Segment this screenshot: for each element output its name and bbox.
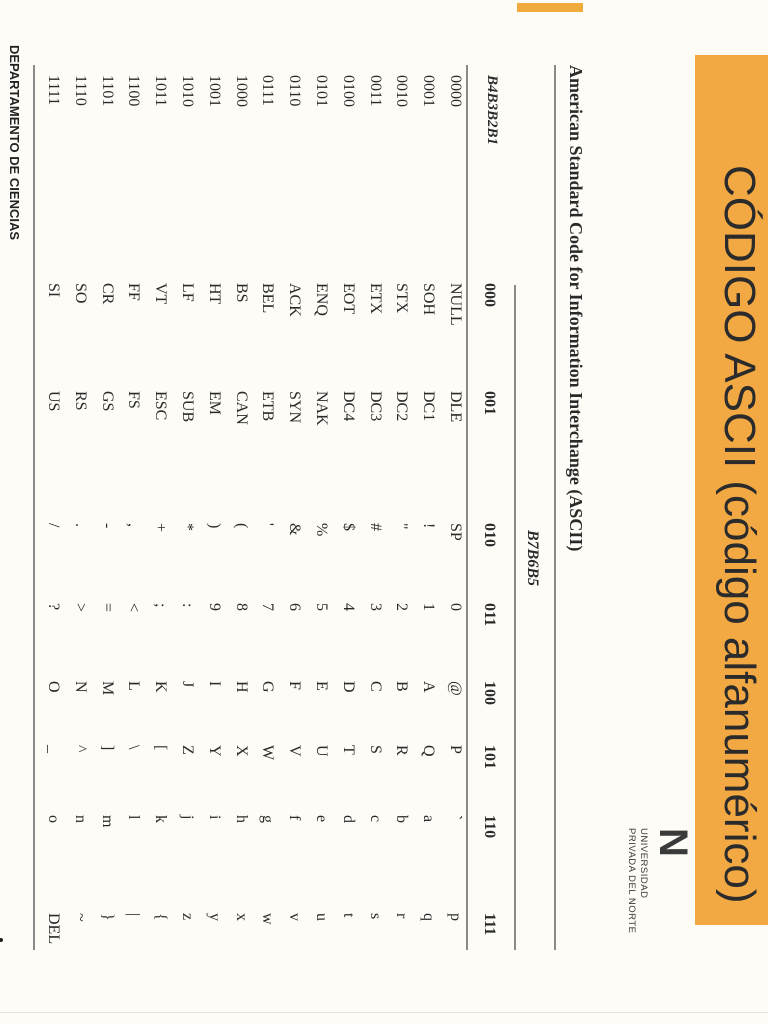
table-cell: N (71, 681, 89, 693)
table-cell: ] (98, 745, 116, 751)
table-cell: STX (393, 283, 411, 314)
table-cell: ESC (152, 391, 170, 421)
logo-text (625, 828, 649, 933)
table-cell: u (313, 913, 330, 921)
bullet-mark (0, 938, 3, 942)
table-cell: { (152, 913, 170, 921)
table-cell: RS (71, 391, 89, 411)
table-cell: G (259, 681, 277, 693)
table-cell: " (393, 523, 411, 530)
table-cell: < (125, 603, 143, 613)
table-cell: R (393, 745, 411, 756)
table-cell: m (98, 815, 116, 828)
table-cell: SYN (286, 391, 304, 424)
column-header: 011 (481, 603, 498, 627)
table-cell: q (420, 913, 438, 921)
row-code: 0111 (259, 75, 277, 106)
column-group-label: B7B6B5 (524, 530, 541, 587)
table-cell: LF (179, 283, 196, 302)
table-cell: A (420, 681, 438, 693)
table-cell: O (45, 681, 62, 693)
table-cell: . (71, 523, 89, 527)
table-cell: 4 (339, 603, 357, 611)
table-cell: g (259, 815, 277, 823)
table-cell: FS (125, 391, 143, 409)
table-cell: c (366, 815, 384, 823)
top-rule (555, 65, 557, 950)
table-cell: SP (447, 523, 464, 541)
table-cell: D (339, 681, 357, 693)
table-cell: s (366, 913, 384, 920)
table-cell: o (45, 815, 62, 823)
table-cell: M (98, 681, 116, 696)
table-cell: L (125, 681, 143, 691)
table-cell: NULL (447, 283, 464, 326)
table-cell: EM (205, 391, 223, 415)
table-cell: DLE (447, 391, 464, 423)
table-cell: SO (71, 283, 89, 304)
table-cell: ETB (259, 391, 277, 422)
header-rule (467, 65, 469, 950)
table-cell: P (447, 745, 464, 754)
table-cell: k (152, 815, 170, 823)
table-cell: r (393, 913, 411, 919)
table-cell: BS (232, 283, 250, 303)
table-cell: C (366, 681, 384, 692)
table-cell: j (179, 815, 196, 820)
table-cell: $ (339, 523, 357, 531)
table-cell: I (205, 681, 223, 687)
table-cell: HT (205, 283, 223, 305)
table-cell: US (45, 391, 62, 412)
table-cell: d (339, 815, 357, 823)
table-cell: } (98, 913, 116, 921)
row-group-label: B4B3B2B1 (484, 75, 500, 146)
table-cell: a (420, 815, 438, 823)
table-cell: 2 (393, 603, 411, 611)
top-accent-strip (517, 3, 583, 12)
table-cell: Y (205, 745, 223, 757)
table-cell: v (286, 913, 304, 921)
table-cell: 7 (259, 603, 277, 611)
table-cell: ^ (71, 745, 89, 753)
table-cell: ACK (286, 283, 304, 317)
table-cell: 5 (313, 603, 330, 611)
university-logo (593, 828, 693, 978)
column-header: 111 (481, 913, 498, 936)
table-cell: W (259, 745, 277, 761)
department-footer: DEPARTAMENTO DE CIENCIAS (7, 45, 22, 241)
table-cell: z (179, 913, 196, 921)
table-cell: F (286, 681, 304, 690)
row-code: 1111 (45, 75, 62, 106)
table-cell: DC2 (393, 391, 411, 422)
table-cell: ? (45, 603, 62, 611)
table-cell: ~ (71, 913, 89, 922)
bottom-rule (34, 65, 36, 950)
title-banner (695, 55, 768, 925)
table-cell: ENQ (313, 283, 330, 316)
table-cell: # (366, 523, 384, 531)
table-cell: VT (152, 283, 170, 305)
table-cell: i (205, 815, 223, 820)
table-cell: _ (45, 745, 62, 753)
table-cell: 9 (205, 603, 223, 611)
bottom-edge-line (0, 1012, 768, 1013)
table-cell: H (232, 681, 250, 693)
rotated-sheet (0, 45, 768, 975)
logo-mark: N (651, 828, 695, 857)
column-header: 010 (481, 523, 498, 547)
table-cell: ETX (366, 283, 384, 315)
table-cell: + (152, 523, 170, 533)
row-code: 0110 (286, 75, 304, 107)
table-cell: V (286, 745, 304, 757)
table-cell: % (313, 523, 330, 537)
table-cell: DEL (45, 913, 62, 945)
table-cell: BEL (259, 283, 277, 314)
table-cell: DC4 (339, 391, 357, 422)
table-cell: > (71, 603, 89, 613)
table-cell: f (286, 815, 304, 821)
table-cell: EOT (339, 283, 357, 315)
table-cell: / (45, 523, 62, 528)
table-cell: 8 (232, 603, 250, 611)
document-subtitle: American Standard Code for Information Interchange (ASCII) (566, 65, 586, 552)
table-cell: ( (232, 523, 250, 529)
table-cell: b (393, 815, 411, 823)
table-cell: = (98, 603, 116, 613)
table-cell: DC1 (420, 391, 438, 422)
row-code: 1010 (179, 75, 196, 107)
table-cell: \ (125, 745, 143, 750)
table-cell: y (205, 913, 223, 921)
table-cell: ; (152, 603, 170, 608)
table-cell: w (259, 913, 277, 925)
table-cell: | (125, 913, 143, 917)
table-cell: e (313, 815, 330, 823)
row-code: 1101 (98, 75, 116, 107)
row-code: 1110 (71, 75, 89, 106)
table-cell: SI (45, 283, 62, 298)
table-cell: CAN (232, 391, 250, 425)
row-code: 1001 (205, 75, 223, 107)
row-code: 0100 (339, 75, 357, 107)
table-cell: - (98, 523, 116, 529)
row-code: 0010 (393, 75, 411, 107)
table-cell: J (179, 681, 196, 688)
table-cell: K (152, 681, 170, 693)
table-cell: CR (98, 283, 116, 305)
table-cell: Z (179, 745, 196, 755)
row-code: 0001 (420, 75, 438, 107)
table-cell: n (71, 815, 89, 823)
table-cell: t (339, 913, 357, 918)
column-header: 101 (481, 745, 498, 769)
column-header: 000 (481, 283, 498, 307)
table-cell: 3 (366, 603, 384, 611)
table-cell: B (393, 681, 411, 692)
table-cell: * (179, 523, 196, 531)
row-code: 1011 (152, 75, 170, 107)
table-cell: U (313, 745, 330, 757)
table-cell: T (339, 745, 357, 755)
logo-line-1: UNIVERSIDAD (638, 828, 649, 899)
table-cell: p (447, 913, 464, 921)
row-code: 0000 (447, 75, 464, 107)
table-cell: GS (98, 391, 116, 412)
table-cell: Q (420, 745, 438, 757)
table-cell: 1 (420, 603, 438, 611)
table-cell: , (125, 523, 143, 527)
table-cell: [ (152, 745, 170, 751)
table-cell: DC3 (366, 391, 384, 422)
table-cell: X (232, 745, 250, 757)
row-code: 0101 (313, 75, 330, 107)
table-cell: FF (125, 283, 143, 301)
table-cell: S (366, 745, 384, 754)
table-cell: ' (259, 523, 277, 526)
column-header: 110 (481, 815, 498, 839)
row-code: 1100 (125, 75, 143, 107)
table-cell: SUB (179, 391, 196, 423)
column-header: 100 (481, 681, 498, 705)
table-cell: @ (447, 681, 464, 696)
table-cell: x (232, 913, 250, 921)
page-title: CÓDIGO ASCII (código alfanumérico) (715, 165, 764, 904)
table-cell: ) (205, 523, 223, 529)
table-cell: 0 (447, 603, 464, 611)
table-cell: h (232, 815, 250, 823)
table-cell: & (286, 523, 304, 536)
column-header: 001 (481, 391, 498, 415)
table-cell: l (125, 815, 143, 820)
row-code: 1000 (232, 75, 250, 107)
table-cell: 6 (286, 603, 304, 611)
table-cell: : (179, 603, 196, 608)
table-cell: ` (447, 815, 464, 821)
logo-line-2: PRIVADA DEL NORTE (626, 828, 637, 934)
table-cell: NAK (313, 391, 330, 426)
table-cell: E (313, 681, 330, 691)
table-cell: SOH (420, 283, 438, 316)
group-rule (515, 285, 517, 950)
row-code: 0011 (366, 75, 384, 107)
table-cell: ! (420, 523, 438, 529)
